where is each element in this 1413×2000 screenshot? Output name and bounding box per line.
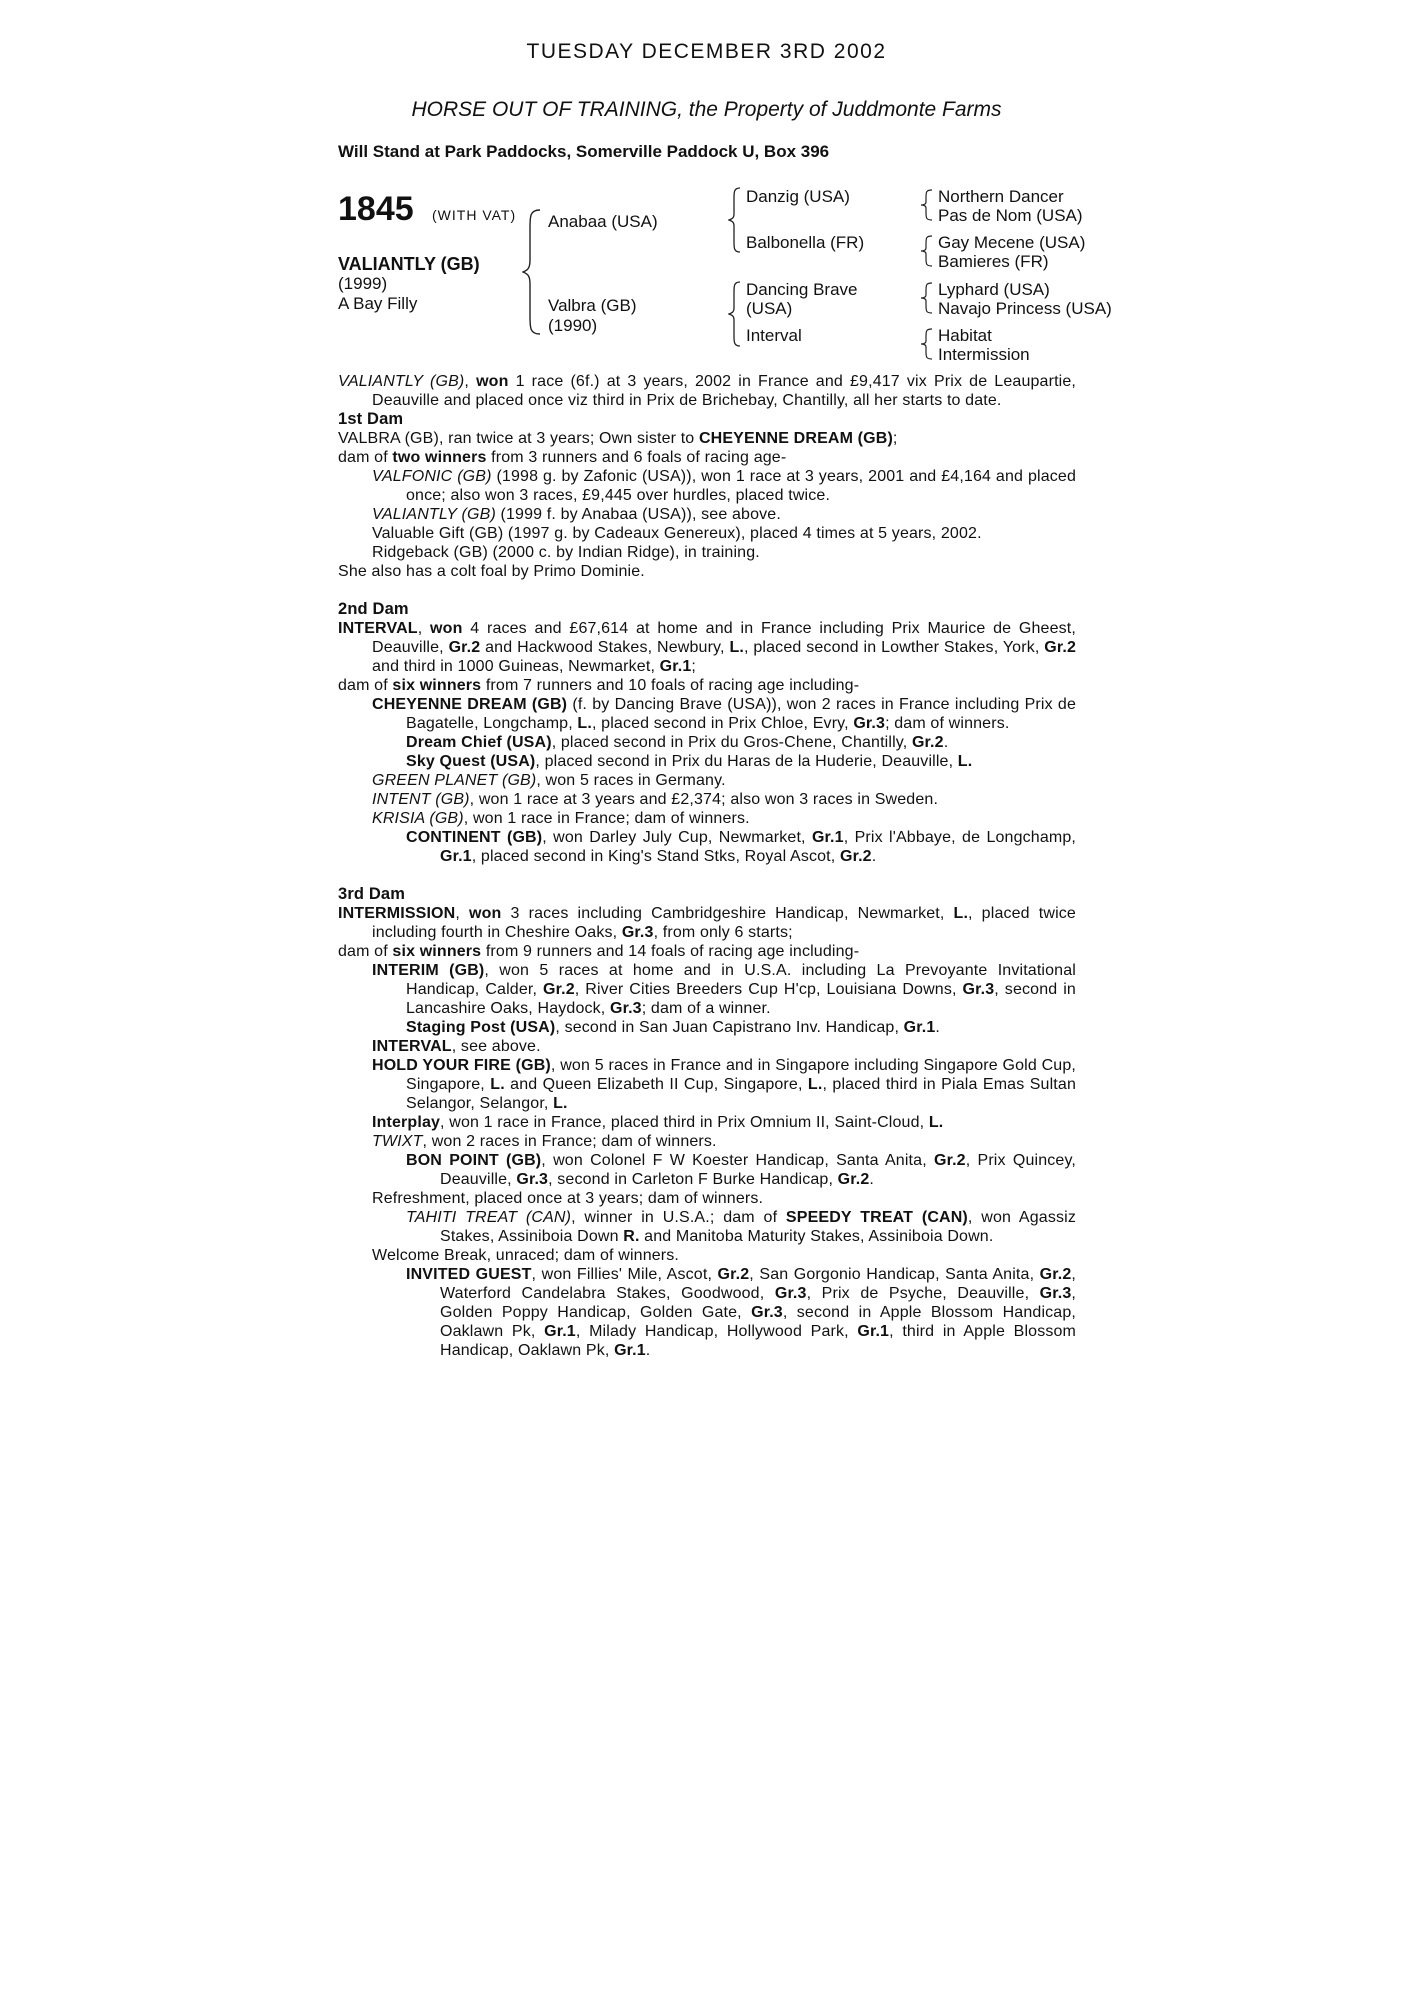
grade-label: Gr.3 [751, 1304, 783, 1321]
grade-label: Gr.3 [610, 1000, 642, 1017]
grade-label: L. [807, 1076, 823, 1093]
grade-label: L. [729, 639, 744, 656]
grade-label: Gr.3 [516, 1171, 549, 1188]
produce-valfonic [372, 467, 1076, 505]
text-span: , won 1 race at 3 years and £2,374; also won 3 races in Sweden. [469, 791, 939, 808]
pedigree-dss: Lyphard (USA) [938, 280, 1050, 299]
text-span: and Hackwood Stakes, Newbury, [480, 639, 730, 656]
pedigree-dam-dam: Interval [746, 326, 802, 345]
horse-name-ref: VALIANTLY (GB) [338, 373, 465, 390]
grade-label: L. [957, 753, 973, 770]
grade-label: Gr.1 [857, 1323, 890, 1340]
grade-label: Gr.2 [839, 848, 872, 865]
emphasis: six winners [392, 677, 482, 694]
horse-ref: SPEEDY TREAT (CAN) [785, 1209, 968, 1226]
pedigree-dds: Habitat [938, 326, 992, 345]
text-span: ; dam of a winner. [641, 1000, 771, 1017]
horse-ref: Interplay [372, 1114, 441, 1131]
text-span: , San Gorgonio Handicap, Santa Anita, [749, 1266, 1040, 1283]
text-span: , Milady Handicap, Hollywood Park, [575, 1323, 858, 1340]
grade-label: Gr.2 [1044, 639, 1077, 656]
horse-ref: TAHITI TREAT (CAN) [406, 1209, 572, 1226]
text-span: , placed third in Piala Emas Sultan Selangor, Selangor, [406, 1076, 1076, 1112]
third-dam-heading: 3rd Dam [338, 885, 406, 903]
produce-intent [372, 790, 1076, 809]
horse-ref: Sky Quest (USA) [406, 753, 536, 770]
horse-ref: CHEYENNE DREAM (GB) [372, 696, 568, 713]
text-span: , second in Carleton F Burke Handicap, [548, 1171, 838, 1188]
text-span: , placed second in King's Stand Stks, Royal Ascot, [471, 848, 840, 865]
text-span: ; [691, 658, 696, 675]
pedigree-ddd: Intermission [938, 345, 1030, 364]
text-span: , won 1 race in France, placed third in Prix Omnium II, Saint-Cloud, [440, 1114, 929, 1131]
produce-invited-guest [406, 1265, 1076, 1360]
text-span: (f. by Dancing Brave (USA)), won 2 races in France including Prix de Bagatelle, Longchamp, [406, 696, 1077, 732]
pedigree-dam-sire-country: (USA) [746, 299, 793, 318]
produce-ridgeback: Ridgeback (GB) (2000 c. by Indian Ridge), in training. [372, 544, 760, 561]
text-span: , won Agassiz Stakes, Assiniboia Down [440, 1209, 1077, 1245]
text-span: , placed second in Prix du Haras de la Huderie, Deauville, [535, 753, 958, 770]
horse-ref: TWIXT [372, 1133, 423, 1150]
produce-green-planet [372, 771, 1076, 790]
record-text: 1 race (6f.) at 3 years, 2002 in France and £9,417 vix Prix de Leaupartie, Deauville and placed once viz third in Prix de Brichebay, Chantilly, all her starts to date. [372, 373, 1077, 409]
lot-subtitle: HORSE OUT OF TRAINING, the Property of Juddmonte Farms [411, 98, 1002, 121]
grade-label: Gr.1 [811, 829, 844, 846]
text-span: . [869, 1171, 874, 1188]
text-span: and Queen Elizabeth II Cup, Singapore, [504, 1076, 808, 1093]
second-dam-heading: 2nd Dam [338, 600, 409, 618]
pedigree-brace-sd [920, 234, 936, 268]
first-dam-line [338, 429, 1076, 448]
horse-ref: INTERMISSION [338, 905, 456, 922]
text-span: dam of [338, 449, 393, 466]
grade-label: Gr.2 [448, 639, 481, 656]
text-span: , won 1 race in France; dam of winners. [463, 810, 750, 827]
text-span: , placed twice including fourth in Cheshire Oaks, [372, 905, 1076, 941]
produce-dream-chief [406, 733, 1076, 752]
third-dam-record: INTERMISSION, won 3 races including Cambridgeshire Handicap, Newmarket, L., placed twice including fourth in Cheshire Oaks, Gr.3, from only 6 starts; [338, 905, 1076, 941]
pedigree-ssd: Pas de Nom (USA) [938, 206, 1083, 225]
first-dam-produce [338, 448, 1076, 467]
produce-twixt [372, 1132, 1076, 1151]
produce-krisia [372, 809, 1076, 828]
third-dam-produce [338, 942, 1076, 961]
text-span: and Manitoba Maturity Stakes, Assiniboia Down. [639, 1228, 994, 1245]
pedigree-brace-sire [728, 186, 748, 254]
text-span: , placed second in Prix du Gros-Chene, Chantilly, [551, 734, 912, 751]
pedigree-sdd: Bamieres (FR) [938, 252, 1049, 271]
grade-label: Gr.3 [853, 715, 886, 732]
second-dam-record: INTERVAL, won 4 races and £67,614 at home and in France including Prix Maurice de Gheest, Deauville, Gr.2 and Hackwood Stakes, Newbury, L., placed second in Lowther Stakes, York, Gr.2 and third in 1000 Guineas, Newmarket, Gr.1; [338, 620, 1077, 675]
grade-label: Gr.1 [544, 1323, 576, 1340]
horse-ref: KRISIA (GB) [372, 810, 464, 827]
grade-label: Gr.3 [621, 924, 654, 941]
grade-label: Gr.2 [911, 734, 944, 751]
pedigree-sds: Gay Mecene (USA) [938, 233, 1086, 252]
pedigree-sire: Anabaa (USA) [548, 212, 658, 231]
horse-ref: Staging Post (USA) [406, 1019, 556, 1036]
grade-label: Gr.2 [717, 1266, 750, 1283]
pedigree-sss: Northern Dancer [938, 187, 1064, 206]
grade-label: Gr.2 [1039, 1266, 1072, 1283]
text-span: , second in San Juan Capistrano Inv. Handicap, [555, 1019, 904, 1036]
text-span: and third in 1000 Guineas, Newmarket, [372, 658, 660, 675]
horse-ref: INTERVAL [372, 1038, 452, 1055]
text-span: from 9 runners and 14 foals of racing age including- [481, 943, 860, 960]
text-span: , Prix l'Abbaye, de Longchamp, [843, 829, 1077, 846]
colt-foal-note: She also has a colt foal by Primo Dominie. [338, 563, 645, 580]
horse-ref: INTERVAL [338, 620, 418, 637]
pedigree-notes [338, 372, 1076, 1360]
text-span: VALBRA (GB), ran twice at 3 years; Own sister to [338, 430, 699, 447]
text-span: . [645, 1342, 651, 1359]
grade-label: Gr.3 [962, 981, 995, 998]
produce-valuable-gift: Valuable Gift (GB) (1997 g. by Cadeaux Genereux), placed 4 times at 5 years, 2002. [372, 525, 982, 542]
text-span: . [943, 734, 949, 751]
pedigree-dam: Valbra (GB) [548, 296, 637, 315]
horse-description: A Bay Filly [338, 294, 418, 313]
produce-valiantly [372, 505, 1076, 524]
pedigree-dam-year: (1990) [548, 316, 598, 335]
text-span: ; dam of winners. [885, 715, 1010, 732]
text-span: , won 5 races in France and in Singapore including Singapore Gold Cup, Singapore, [406, 1057, 1076, 1093]
pedigree-brace-dam [728, 280, 748, 348]
horse-ref: INTERIM (GB) [372, 962, 485, 979]
produce-interim [372, 961, 1076, 1018]
second-dam-produce [338, 676, 1076, 695]
text-span: , from only 6 starts; [653, 924, 793, 941]
text-span: , placed second in Prix Chloe, Evry, [591, 715, 854, 732]
horse-ref: BON POINT (GB) [406, 1152, 542, 1169]
horse-ref: INVITED GUEST [406, 1266, 532, 1283]
text-span: , Prix Quincey, Deauville, [440, 1152, 1077, 1188]
pedigree-brace-ds [920, 281, 936, 315]
text-span: . [935, 1019, 941, 1036]
text-span: dam of [338, 677, 393, 694]
vat-note: (WITH VAT) [432, 207, 517, 223]
pedigree-dam-sire: Dancing Brave [746, 280, 858, 299]
grade-label: Gr.2 [933, 1152, 966, 1169]
produce-refreshment: Refreshment, placed once at 3 years; dam of winners. [372, 1190, 764, 1207]
produce-welcome-break: Welcome Break, unraced; dam of winners. [372, 1247, 680, 1264]
won-label: won [430, 620, 463, 637]
text-span: from 3 runners and 6 foals of racing age- [486, 449, 787, 466]
produce-interval [372, 1037, 1076, 1056]
text-span: , won 5 races at home and in U.S.A. including La Prevoyante Invitational Handicap, Calder, [406, 962, 1076, 998]
text-span: , won Darley July Cup, Newmarket, [542, 829, 812, 846]
text-span: , second in Apple Blossom Handicap, Oaklawn Pk, [440, 1304, 1076, 1340]
horse-ref: GREEN PLANET (GB) [372, 772, 537, 789]
spacer [338, 581, 1076, 600]
produce-interplay [372, 1113, 1076, 1132]
horse-ref: HOLD YOUR FIRE (GB) [372, 1057, 551, 1074]
grade-label: L. [928, 1114, 944, 1131]
text-span: . [871, 848, 877, 865]
grade-label: L. [553, 1095, 568, 1112]
emphasis: six winners [392, 943, 482, 960]
grade-label: L. [490, 1076, 505, 1093]
pedigree-dsd: Navajo Princess (USA) [938, 299, 1112, 318]
grade-label: Gr.3 [1039, 1285, 1072, 1302]
horse-ref: INTENT (GB) [372, 791, 470, 808]
text-span: , Prix de Psyche, Deauville, [806, 1285, 1040, 1302]
won-label: won [469, 905, 502, 922]
text-span: , won Fillies' Mile, Ascot, [531, 1266, 718, 1283]
horse-name: VALIANTLY (GB) [338, 254, 480, 274]
produce-hold-your-fire [372, 1056, 1076, 1113]
horse-ref: VALFONIC (GB) [372, 468, 492, 485]
grade-label: Gr.1 [659, 658, 692, 675]
grade-label: Gr.3 [774, 1285, 807, 1302]
pedigree-sire-sire: Danzig (USA) [746, 187, 850, 206]
text-span: 3 races including Cambridgeshire Handicap, Newmarket, [501, 905, 954, 922]
text-span: , Golden Poppy Handicap, Golden Gate, [440, 1285, 1077, 1321]
grade-label: L. [953, 905, 969, 922]
pedigree-sire-dam: Balbonella (FR) [746, 233, 865, 252]
text-span: , winner in U.S.A.; dam of [571, 1209, 786, 1226]
grade-label: Gr.2 [543, 981, 575, 998]
grade-label: Gr.1 [614, 1342, 646, 1359]
text-span: , second in Lancashire Oaks, Haydock, [406, 981, 1076, 1017]
horse-ref: CONTINENT (GB) [406, 829, 543, 846]
text-span: , won 2 races in France; dam of winners. [422, 1133, 717, 1150]
text-span: , River Cities Breeders Cup H'cp, Louisiana Downs, [574, 981, 963, 998]
text-span: , placed second in Lowther Stakes, York, [743, 639, 1045, 656]
text-span: from 7 runners and 10 foals of racing age including- [481, 677, 860, 694]
text-span: 4 races and £67,614 at home and in France including Prix Maurice de Gheest, Deauville, [372, 620, 1076, 656]
horse-ref: CHEYENNE DREAM (GB) [698, 430, 893, 447]
text-span: (1998 g. by Zafonic (USA)), won 1 race at 3 years, 2001 and £4,164 and placed once; also won 3 races, £9,445 over hurdles, placed twice. [406, 468, 1076, 504]
text-span: , won 5 races in Germany. [536, 772, 726, 789]
stand-location: Will Stand at Park Paddocks, Somerville Paddock U, Box 396 [338, 142, 830, 161]
grade-label: L. [577, 715, 592, 732]
horse-year: (1999) [338, 274, 388, 293]
produce-bon-point [406, 1151, 1076, 1189]
spacer [338, 866, 1076, 885]
horse-ref: Dream Chief (USA) [406, 734, 552, 751]
pedigree-brace-dd [920, 327, 936, 361]
text-span: , Waterford Candelabra Stakes, Goodwood, [440, 1266, 1076, 1302]
grade-label: R. [623, 1228, 640, 1245]
produce-staging-post [406, 1018, 1076, 1037]
grade-label: Gr.1 [903, 1019, 936, 1036]
grade-label: Gr.1 [440, 848, 472, 865]
grade-label: Gr.2 [837, 1171, 870, 1188]
horse-record: VALIANTLY (GB), won 1 race (6f.) at 3 years, 2002 in France and £9,417 vix Prix de Leaupartie, Deauville and placed once viz third in Prix de Brichebay, Chantilly, all her starts to date. [338, 373, 1077, 409]
horse-ref: VALIANTLY (GB) [372, 506, 496, 523]
pedigree-brace-ss [920, 188, 936, 222]
emphasis: two winners [392, 449, 487, 466]
text-span: ; [892, 430, 898, 447]
text-span: , see above. [451, 1038, 541, 1055]
sale-date: TUESDAY DECEMBER 3RD 2002 [526, 40, 887, 63]
produce-sky-quest [406, 752, 1076, 771]
text-span: , third in Apple Blossom Handicap, Oaklawn Pk, [440, 1323, 1077, 1359]
text-span: dam of [338, 943, 393, 960]
produce-continent [406, 828, 1076, 866]
produce-tahiti-treat [406, 1208, 1076, 1246]
lot-number: 1845 [338, 190, 414, 228]
text-span: , won Colonel F W Koester Handicap, Santa Anita, [541, 1152, 934, 1169]
won-label: won [476, 373, 509, 390]
produce-cheyenne-dream [372, 695, 1076, 733]
text-span: (1999 f. by Anabaa (USA)), see above. [495, 506, 781, 523]
first-dam-heading: 1st Dam [338, 410, 404, 428]
